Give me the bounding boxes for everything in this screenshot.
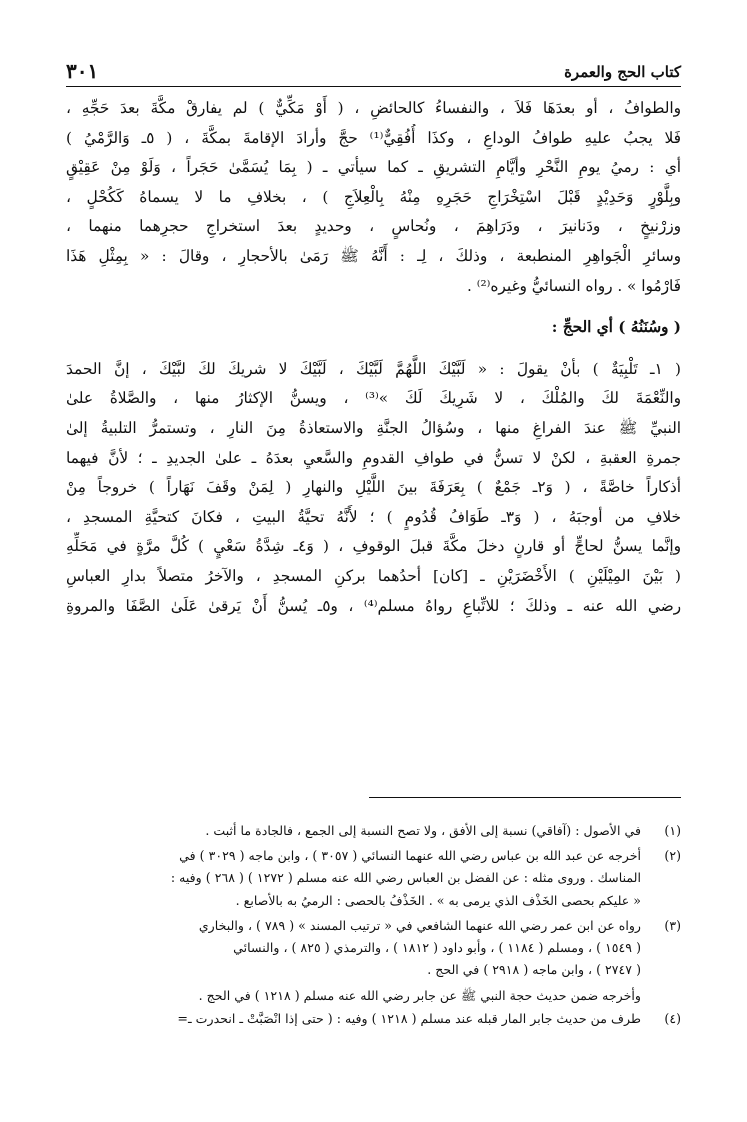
footnote-line: ( ٢٧٤٧ ) ، وابن ماجه ( ٢٩١٨ ) في الحج . (427, 962, 641, 978)
footnote-number: (١) (664, 823, 681, 838)
footnote-4 (66, 1008, 681, 1030)
text-line: النبيِّ ﷺ عندَ الفراغِ منها ، وسُؤالُ الجنَّةِ والاستعاذةُ مِنَ النارِ ، وتستمرُّ التلبيةُ إلىٰ (66, 418, 681, 437)
paragraph-gap (66, 301, 681, 313)
footnote-1 (66, 820, 681, 842)
text-line: وسائرِ الْجَواهِرِ المنطبعة ، وذلكَ ، لِـ : أَنَّهُ ﷺ رَمَىٰ بالأحجارِ ، وقالَ : « بِمِثْلِ هَذَا (66, 246, 681, 265)
text-line: فَلا يجبُ عليهِ طوافُ الوداعِ ، وكذَا أُفُقِيٌّ⁽¹⁾ حجَّ وأرادَ الإقامةَ بمكَّةَ ، ( ٥ـ وَالرَّمْيُ ) (66, 128, 681, 147)
footnote-line: أخرجه عن عبد الله بن عباس رضي الله عنهما النسائي ( ٣٠٥٧ ) ، وابن ماجه ( ٣٠٢٩ ) في (179, 848, 641, 864)
footnote-line: ( ١٥٤٩ ) ، ومسلم ( ١١٨٤ ) ، وأبو داود ( ١٨١٢ ) ، والترمذي ( ٨٢٥ ) ، والنسائي (233, 939, 641, 955)
chapter-title: كتاب الحج والعمرة (564, 63, 681, 81)
text-line: والنِّعْمَةَ لكَ والمُلْكَ ، لا شَرِيكَ لَكَ »⁽³⁾ ، ويسنُّ الإكثارُ منها ، والصَّلاةُ علىٰ (66, 389, 681, 408)
footnote-number: (٢) (664, 848, 681, 864)
footnote-number: (٣) (664, 917, 681, 933)
footnote-line: المناسك . وروى مثله : عن الفضل بن العباس رضي الله عنه مسلم ( ١٢٧٢ ) ( ٢٦٨ ) وفيه : (170, 870, 641, 886)
page-header (66, 52, 681, 87)
text-line: ( بَيْنَ المِيْلَيْنِ ) الأَخْضَرَيْنِ ـ [كان] أحدُهما بركنِ المسجدِ ، والآخرُ متصلاً بدارِ العباسِ (66, 566, 681, 585)
text-line: والطوافُ ، أو بعدَهَا فَلاَ ، والنفساءُ كالحائضِ ، ( أَوْ مَكِّيٌّ ) لم يفارقْ مكَّةَ بعدَ حَجِّهِ ، (66, 99, 681, 117)
section-heading: ( وسُنَنُهُ ) أي الحجِّ : (551, 318, 681, 337)
text-line: ( ١ـ تَلْبِيَةٌ ) بأنْ يقولَ : « لَبَّيْكَ اللَّهُمَّ لَبَّيْكَ ، لَبَّيْكَ لا شريكَ لكَ لبَّيْكَ ، إنَّ الحمدَ (66, 359, 681, 378)
text-line: أي : رميُ يومِ النَّحْرِ وأيَّامِ التشريقِ ـ كما سيأتي ـ ( بِمَا يُسَمَّىٰ حَجَراً ، وَلَوْ مِنْ عَقِيْقٍ (66, 158, 681, 177)
footnote-line: « عليكم بحصى الخَذْف الذي يرمى به » . الخَذْفُ بالحصى : الرميُ به بالأصابع . (235, 892, 641, 908)
footnote-line: في الأصول : (آفاقي) نسبة إلى الأفق ، ولا تصح النسبة إلى الجمع ، فالجادة ما أثبت . (205, 823, 641, 838)
text-line: فَارْمُوا » . رواه النسائيُّ وغيره⁽²⁾ . (467, 276, 681, 295)
footnote-number: (٤) (664, 1010, 681, 1026)
text-line: أذكاراً خاصَّةً ، ( وَ٢ـ جَمْعٌ ) بِعَرَفَةَ بينَ اللَّيْلِ والنهارِ ( لِمَنْ وقَفَ نَهَاراً ) خروجاً مِنْ (66, 478, 681, 497)
page-number: ٣٠١ (66, 59, 99, 83)
text-line: وبِلَّوْرٍ وَحَدِيْدٍ قَبْلَ اسْتِخْرَاجِ حَجَرِهِ مِنْهُ بِالْعِلاَجِ ) ، بخلافِ ما لا يسماهُ كَكُحْلٍ ، (66, 187, 681, 206)
text-line: وزرْنيخٍ ، ودَنانيرَ ، ودَرَاهِمَ ، ونُحاسٍ ، وحديدٍ بعدَ استخراجِ حجرِهما منهما ، (66, 217, 681, 236)
text-line: جمرةِ العقبةِ ، لكنْ لا تسنُّ في طوافِ القدومِ والسَّعيِ بعدَهُ ـ علىٰ الجديدِ ـ ؛ لأنَّ فيهما (66, 448, 681, 467)
footnote-3-continuation (66, 985, 681, 1007)
footnotes (66, 820, 681, 1030)
footnote-2 (66, 845, 681, 912)
text-line: وإنَّما يسنُّ لحاجٍّ أو قارنٍ دخلَ مكَّةَ قبلَ الوقوفِ ، ( وَ٤ـ شِدَّةُ سَعْيٍ ) كُلَّ مرَّةٍ في مَحَلِّهِ (66, 537, 681, 556)
paragraph-gap (66, 343, 681, 355)
main-text (66, 94, 681, 621)
footnote-line: طرف من حديث جابر المار قبله عند مسلم ( ١٢١٨ ) وفيه : ( حتى إذا انْصَبَّتْ ـ انحدرت ـ= (177, 1010, 641, 1026)
footnote-line: وأخرجه ضمن حديث حجة النبي ﷺ عن جابر رضي الله عنه مسلم ( ١٢١٨ ) في الحج . (198, 988, 641, 1004)
text-line: خلافِ من أوجبَهُ ، ( وَ٣ـ طَوَافُ قُدُومٍ ) ؛ لأَنَّهُ تحيَّةُ البيتِ ، فكانَ كتحيَّةِ المسجدِ ، (66, 507, 681, 526)
footnote-separator (369, 797, 681, 798)
footnote-line: رواه عن ابن عمر رضي الله عنهما الشافعي في « ترتيب المسند » ( ٧٨٩ ) ، والبخاري (198, 917, 641, 933)
footnote-3 (66, 915, 681, 982)
text-line: رضي الله عنه ـ وذلكَ ؛ للاتِّباعِ رواهُ مسلم⁽⁴⁾ ، و٥ـ يُسنُّ أَنْ يَرقىٰ عَلَىٰ الصَّفَا والمروةِ (66, 596, 681, 615)
